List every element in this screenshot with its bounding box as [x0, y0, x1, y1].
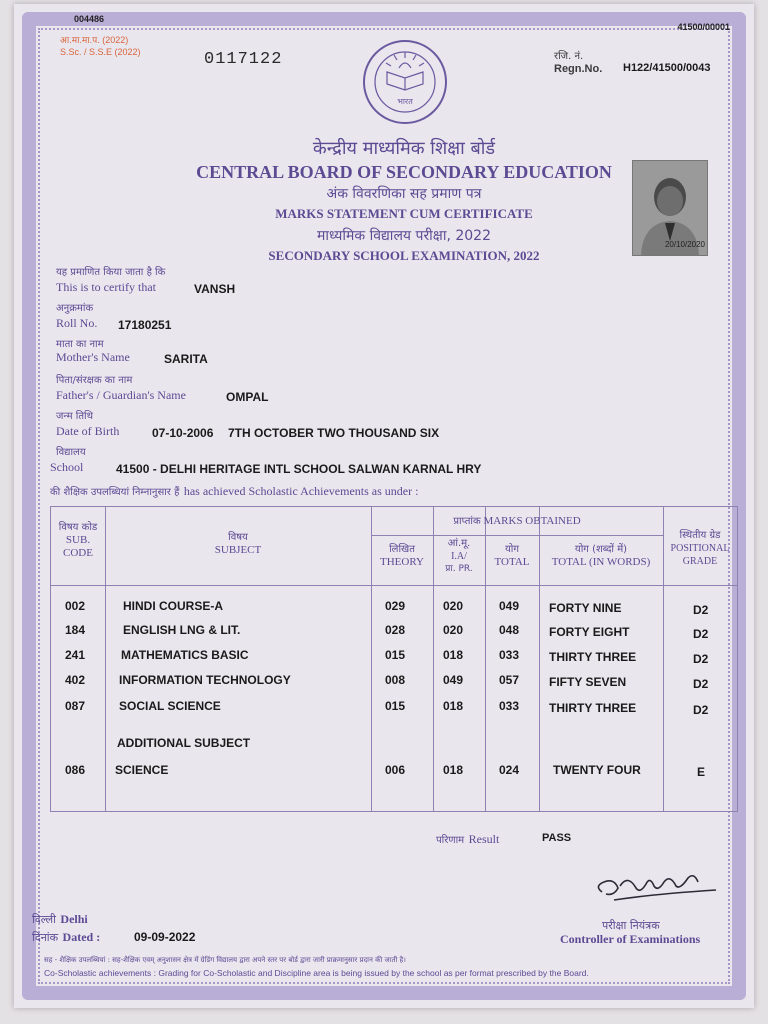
achievement-line: की शैक्षिक उपलब्धियां निम्नानुसार हैं has achieved Scholastic Achievements as under : — [50, 484, 419, 498]
dob-words: 7TH OCTOBER TWO THOUSAND SIX — [228, 426, 440, 440]
father-label-hindi: पिता/संरक्षक का नाम — [56, 375, 133, 386]
student-photo — [632, 160, 708, 256]
header-total: योग TOTAL — [494, 544, 530, 568]
roll-label-hindi: अनुक्रमांक — [56, 303, 94, 314]
school-label-hindi: विद्यालय — [56, 447, 86, 458]
dob-value: 07-10-2006 — [152, 426, 214, 440]
registration-label: रजि. नं. Regn.No. — [554, 51, 603, 75]
controller-signature — [584, 866, 724, 910]
photo-date: 20/10/2020 — [664, 240, 705, 249]
document-title-hindi: अंक विवरणिका सह प्रमाण पत्र — [326, 186, 482, 202]
dob-label: Date of Birth — [56, 424, 120, 438]
marks-table: विषय कोड SUB. CODE विषय SUBJECT प्राप्तांक MARKS OBTAINED लिखित THEORY आं.मू. I.A/ प्रा. PR. योग TOTAL योग (शब्दों में) TOTAL (IN WORDS) स्थितीय ग्रेड POSITIONAL GRADE 002 HINDI COURSE-A 029 020 049 FORTY NINE D2 184 ENGLISH LNG & LIT. 028 020 048 FORTY EIGHT D2 241 MATHEMATICS BASIC 015 018 033 THIRTY THREE D2 402 INFORMATION TECHNOLOGY 008 049 057 FIFTY SEVEN D2 087 SOCIAL SCIENCE 015 018 033 THIRTY THREE D2 ADDITIONAL SUBJECT 086 SCIENCE 006 018 024 TWENTY FOUR E — [50, 506, 738, 812]
school-name: 41500 - DELHI HERITAGE INTL SCHOOL SALWAN KARNAL HRY — [116, 462, 482, 476]
certify-label: This is to certify that — [56, 280, 156, 294]
cbse-logo — [361, 38, 449, 126]
document-title-english: MARKS STATEMENT CUM CERTIFICATE — [275, 206, 533, 221]
father-name: OMPAL — [226, 390, 269, 404]
school-label: School — [50, 460, 84, 474]
roll-label: Roll No. — [56, 316, 98, 330]
board-name-english: CENTRAL BOARD OF SECONDARY EDUCATION — [196, 162, 612, 182]
header-small-text: आ.मा.मा.प. (2022) S.Sc. / S.S.E (2022) — [60, 35, 141, 57]
result-line: परिणाम Result — [436, 832, 500, 846]
certificate-number: 0117122 — [204, 50, 283, 69]
header-code: विषय कोड SUB. CODE — [58, 522, 98, 559]
place-line: दिल्ली Delhi — [32, 912, 88, 926]
dob-label-hindi: जन्म तिथि — [56, 411, 94, 422]
exam-title-hindi: माध्यमिक विद्यालय परीक्षा, 2022 — [317, 228, 491, 244]
date-label: दिनांक Dated : — [32, 930, 101, 944]
footer-note: सह - शैक्षिक उपलब्धियां : सह-शैक्षिक एवम् अनुशासन क्षेत्र में ग्रेडिंग विद्यालय द्वारा अपने स्तर पर बोर्ड द्वारा जारी प्राक्रमानुसार प्रदान की जाती है। Co-Scholastic achievements : Grading for Co-Scholastic and Discipline area is being issued by the school as per format prescribed by the Board. — [44, 956, 589, 978]
serial-left: 004486 — [74, 14, 105, 24]
controller-english: Controller of Examinations — [560, 932, 701, 946]
registration-number: H122/41500/0043 — [623, 62, 711, 74]
student-name: VANSH — [194, 282, 236, 296]
header-total-words: योग (शब्दों में) TOTAL (IN WORDS) — [551, 544, 651, 568]
certificate-sheet — [14, 4, 754, 1008]
header-ia: आं.मू. I.A/ प्रा. PR. — [445, 538, 473, 574]
header-marks-obtained: प्राप्तांक MARKS OBTAINED — [453, 515, 581, 527]
board-name-hindi: केन्द्रीय माध्यमिक शिक्षा बोर्ड — [312, 138, 496, 159]
result-value: PASS — [542, 832, 572, 844]
additional-subject-label: ADDITIONAL SUBJECT — [117, 736, 251, 750]
serial-right: 41500/00001 — [677, 22, 730, 32]
header-subject: विषय SUBJECT — [214, 532, 262, 556]
header-grade: स्थितीय ग्रेड POSITIONAL GRADE — [670, 530, 730, 567]
mother-label-hindi: माता का नाम — [56, 339, 104, 350]
father-label: Father's / Guardian's Name — [56, 388, 186, 402]
header-theory: लिखित THEORY — [380, 544, 424, 568]
mother-name: SARITA — [164, 352, 208, 366]
controller-hindi: परीक्षा नियंत्रक — [602, 919, 660, 932]
mother-label: Mother's Name — [56, 350, 130, 364]
roll-number: 17180251 — [118, 318, 172, 332]
certify-block: यह प्रमाणित किया जाता है कि — [56, 267, 166, 278]
date-value: 09-09-2022 — [134, 930, 196, 944]
logo-text: भारत — [397, 97, 413, 106]
exam-title-english: SECONDARY SCHOOL EXAMINATION, 2022 — [268, 248, 540, 263]
